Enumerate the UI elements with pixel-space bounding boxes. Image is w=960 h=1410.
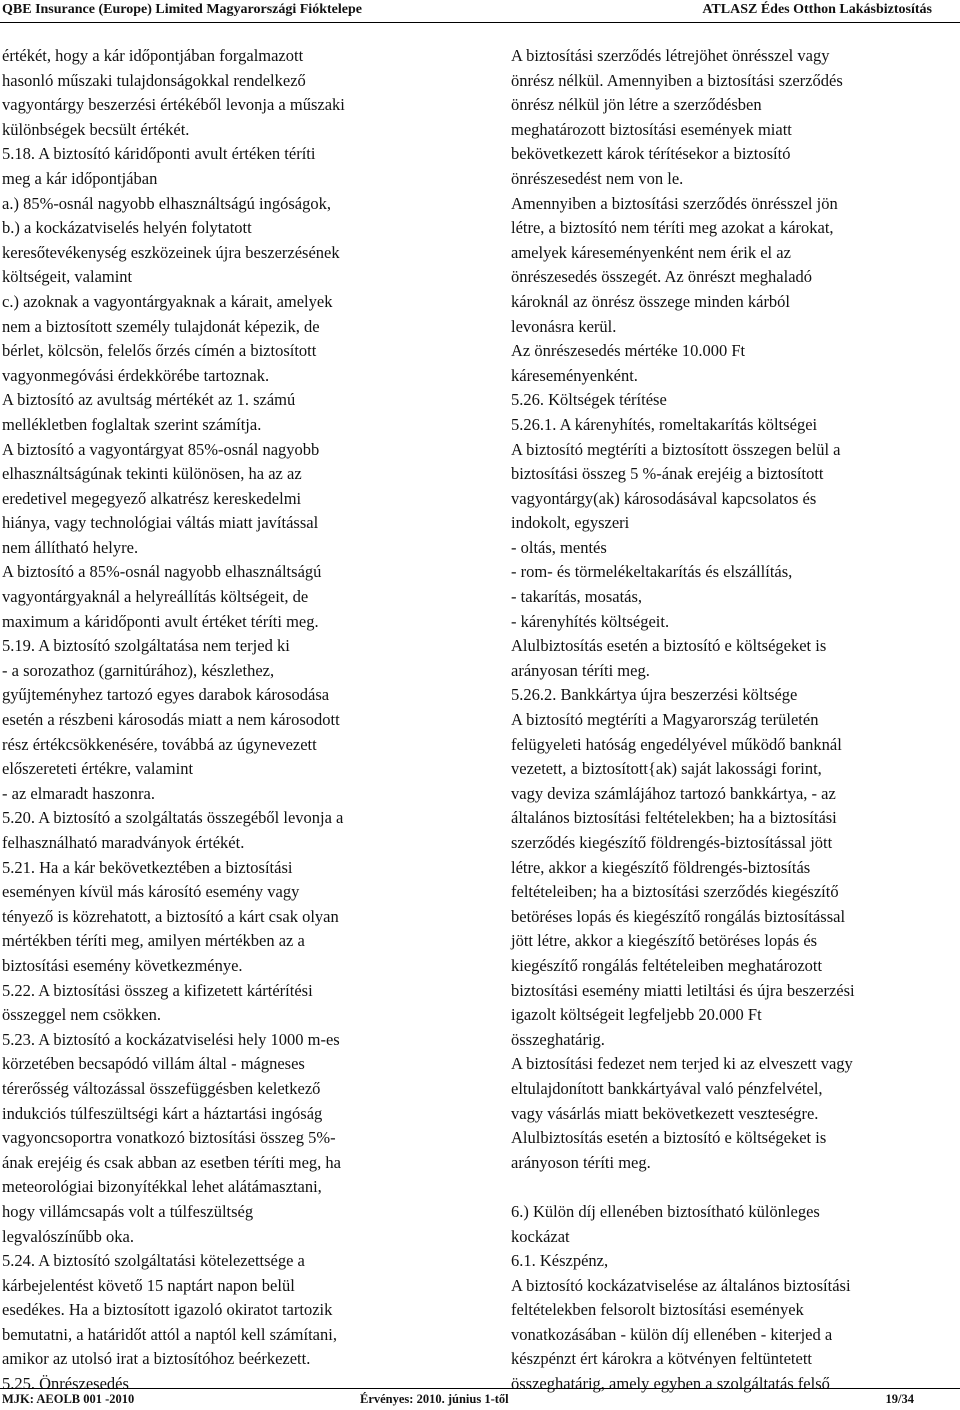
text-line: 5.23. A biztosító a kockázatviselési hely 1000 m-es	[2, 1029, 340, 1049]
text-line: felügyeleti hatóság engedélyével működő banknál	[511, 734, 842, 754]
text-line: ának erejéig és csak abban az esetben téríti meg, ha	[2, 1152, 341, 1172]
text-line: összeghatárig, amely egyben a szolgáltatás felső	[511, 1374, 830, 1394]
text-line: - oltás, mentés	[511, 537, 607, 557]
text-line: A biztosító a 85%-osnál nagyobb elhasználtságú	[2, 562, 322, 582]
text-line: károknál az önrész összege minden kárból	[511, 291, 791, 311]
text-line: arányosan téríti meg.	[511, 660, 650, 680]
text-line: létre, a biztosító nem téríti meg azokat a károkat,	[511, 218, 834, 238]
text-line: vagy vásárlás miatt bekövetkezett veszteségre.	[511, 1103, 819, 1123]
text-line: Alulbiztosítás esetén a biztosító e költségeket is	[511, 636, 827, 656]
text-line: különbségek becsült értékét.	[2, 119, 190, 139]
text-line: vezetett, a biztosított{ak) saját lakossági forint,	[511, 759, 822, 779]
text-line: vagy deviza számlájához tartozó bankkártya, - az	[511, 783, 836, 803]
text-line: arányoson téríti meg.	[511, 1152, 651, 1172]
text-line: bekövetkezett károk térítésekor a biztosító	[511, 144, 791, 164]
footer-page-number: 19/34	[885, 1392, 914, 1406]
text-line: - rom- és törmelékeltakarítás és elszállítás,	[511, 562, 793, 582]
footer-valid-from: Érvényes: 2010. június 1-től	[360, 1392, 509, 1406]
text-line: önrészesedés összegét. Az önrészt meghaladó	[511, 267, 813, 287]
page-footer	[0, 1388, 960, 1410]
text-line: vagyonmegóvási érdekkörébe tartoznak.	[2, 365, 270, 385]
text-line: 5.18. A biztosító káridőponti avult értéken téríti	[2, 144, 316, 164]
text-line: esetén a részbeni károsodás miatt a nem károsodott	[2, 710, 340, 730]
text-line: feltételekben felsorolt biztosítási események	[511, 1300, 804, 1320]
text-line: önrész nélkül. Amennyiben a biztosítási szerződés	[511, 70, 843, 90]
text-line: vagyontárgyaknál a helyreállítás költségeit, de	[2, 587, 309, 607]
text-line: esedékes. Ha a biztosított igazoló okiratot tartozik	[2, 1300, 333, 1320]
text-line: hogy villámcsapás volt a túlfeszültség	[2, 1201, 254, 1221]
text-line: vagyontárgy(ak) károsodásával kapcsolatos és	[511, 488, 817, 508]
text-line: 5.19. A biztosító szolgáltatása nem terjed ki	[2, 636, 290, 656]
text-line: A biztosító a vagyontárgyat 85%-osnál nagyobb	[2, 439, 320, 459]
text-line: 5.26. Költségek térítése	[511, 390, 667, 410]
text-line: 5.26.1. A kárenyhítés, romeltakarítás költségei	[511, 414, 818, 434]
text-line: 5.26.2. Bankkártya újra beszerzési költsége	[511, 685, 798, 705]
text-line: betöréses lopás és kiegészítő rongálás biztosítással	[511, 906, 846, 926]
text-line: hasonló műszaki tulajdonságokkal rendelkező	[2, 70, 306, 90]
text-line: tényező is közrehatott, a biztosító a kárt csak olyan	[2, 906, 339, 926]
text-line: A biztosító kockázatviselése az általános biztosítási	[511, 1275, 851, 1295]
text-line: meg a kár időpontjában	[2, 168, 158, 188]
text-line: előszereteti értékre, valamint	[2, 759, 194, 779]
text-line: indokolt, egyszeri	[511, 513, 630, 533]
text-line: bérlet, kölcsön, felelős őrzés címén a biztosított	[2, 341, 317, 361]
page-header	[0, 0, 960, 23]
text-line: értékét, hogy a kár időpontjában forgalmazott	[2, 46, 304, 65]
text-line: rész értékcsökkenésére, továbbá az úgynevezett	[2, 734, 317, 754]
text-line: hiánya, vagy technológiai váltás miatt javítással	[2, 513, 319, 533]
text-line: kockázat	[511, 1226, 570, 1246]
text-line: - takarítás, mosatás,	[511, 587, 643, 607]
text-line: indukciós túlfeszültségi kárt a háztartási ingóság	[2, 1103, 323, 1123]
text-line: 5.20. A biztosító a szolgáltatás összegéből levonja a	[2, 808, 344, 828]
left-text-column	[2, 44, 454, 1397]
text-line: A biztosító megtéríti a biztosított összegen belül a	[511, 439, 841, 459]
text-line: elhasználtságúnak tekinti különösen, ha az az	[2, 464, 302, 484]
text-line: amikor az utolsó irat a biztosítóhoz beérkezett.	[2, 1349, 311, 1369]
text-line: meghatározott biztosítási események miatt	[511, 119, 792, 139]
text-line: amelyek káreseményenként nem érik el az	[511, 242, 791, 262]
text-line: keresőtevékenység eszközeinek újra beszerzésének	[2, 242, 340, 262]
text-line: meteorológiai bizonyítékkal lehet alátámasztani,	[2, 1177, 322, 1197]
text-line: a.) 85%-osnál nagyobb elhasználtságú ingóságok,	[2, 193, 332, 213]
text-line: mértékben téríti meg, amilyen mértékben az a	[2, 931, 305, 951]
text-line: c.) azoknak a vagyontárgyaknak a kárait, amelyek	[2, 291, 333, 311]
text-line: összeghatárig.	[511, 1029, 605, 1049]
text-line: költségeit, valamint	[2, 267, 133, 287]
text-line: létre, akkor a kiegészítő földrengés-biztosítás	[511, 857, 811, 877]
text-line: 5.24. A biztosító szolgáltatási kötelezettsége a	[2, 1251, 305, 1271]
right-text-column	[511, 44, 957, 1397]
text-line: Az önrészesedés mértéke 10.000 Ft	[511, 341, 746, 361]
text-line: maximum a káridőponti avult értéket téríti meg.	[2, 611, 319, 631]
text-line: biztosítási esemény következménye.	[2, 955, 243, 975]
text-line: általános biztosítási feltételekben; ha a biztosítási	[511, 808, 837, 828]
text-line: b.) a kockázatviselés helyén folytatott	[2, 218, 252, 238]
text-line: legvalószínűbb oka.	[2, 1226, 134, 1246]
text-line: A biztosító megtéríti a Magyarország területén	[511, 710, 819, 730]
text-line: felhasználható maradványok értékét.	[2, 833, 245, 852]
text-line: eseményen kívül más károsító esemény vagy	[2, 882, 300, 902]
text-line: biztosítási összeg 5 %-ának erejéig a biztosított	[511, 464, 824, 484]
text-line: térerősség változással összefüggésben keletkező	[2, 1078, 321, 1098]
text-line: - az elmaradt haszonra.	[2, 783, 155, 803]
text-line: Amennyiben a biztosítási szerződés önrésszel jön	[511, 193, 838, 213]
text-line: önrészesedést nem von le.	[511, 168, 684, 188]
text-line: Alulbiztosítás esetén a biztosító e költségeket is	[511, 1128, 827, 1148]
text-line: eredetivel megegyező alkatrész kereskedelmi	[2, 488, 302, 508]
text-line: 5.21. Ha a kár bekövetkeztében a biztosítási	[2, 857, 293, 877]
text-line: - a sorozathoz (garnitúrához), készlethez,	[2, 660, 275, 680]
text-line: mellékletben foglaltak szerint számítja.	[2, 414, 262, 434]
text-line: káreseményenként.	[511, 365, 638, 385]
text-line	[511, 1175, 957, 1200]
text-line: kiegészítő rongálás feltételeiben meghatározott	[511, 955, 823, 975]
text-line: - kárenyhítés költségeit.	[511, 611, 670, 631]
header-product: ATLASZ Édes Otthon Lakásbiztosítás	[702, 2, 932, 17]
text-line: vagyoncsoportra vonatkozó biztosítási összeg 5%-	[2, 1128, 336, 1148]
text-line: vagyontárgy beszerzési értékéből levonja a műszaki	[2, 95, 345, 115]
footer-document-code: MJK: AEOLB 001 -2010	[2, 1392, 135, 1406]
header-company: QBE Insurance (Europe) Limited Magyarországi Fióktelepe	[2, 2, 362, 17]
text-line: körzetében becsapódó villám által - mágneses	[2, 1054, 305, 1074]
text-line: levonásra kerül.	[511, 316, 617, 336]
text-line: gyűjteményhez tartozó egyes darabok károsodása	[2, 685, 330, 705]
text-line: 6.) Külön díj ellenében biztosítható különleges	[511, 1201, 820, 1221]
text-line: eltulajdonított bankkártyával való pénzfelvétel,	[511, 1078, 823, 1098]
text-line: önrész nélkül jön létre a szerződésben	[511, 95, 762, 115]
text-line: készpénzt ért károkra a kötvényen feltüntetett	[511, 1349, 812, 1369]
text-line: kárbejelentést követő 15 naptárt napon belül	[2, 1275, 295, 1295]
text-line: összeggel nem csökken.	[2, 1005, 161, 1025]
text-line: A biztosítási fedezet nem terjed ki az elveszett vagy	[511, 1054, 853, 1074]
text-line: A biztosítási szerződés létrejöhet önrésszel vagy	[511, 46, 830, 65]
text-line: 6.1. Készpénz,	[511, 1251, 609, 1271]
text-line: nem a biztosított személy tulajdonát képezik, de	[2, 316, 320, 336]
text-line: vonatkozásában - külön díj ellenében - kiterjed a	[511, 1324, 833, 1344]
text-line: bemutatni, a határidőt attól a naptól kell számítani,	[2, 1324, 337, 1344]
text-line: nem állítható helyre.	[2, 537, 139, 557]
text-line: igazolt költségeit legfeljebb 20.000 Ft	[511, 1005, 762, 1025]
text-line: 5.25. Önrészesedés	[2, 1374, 129, 1394]
text-line: A biztosító az avultság mértékét az 1. számú	[2, 390, 296, 410]
text-line: 5.22. A biztosítási összeg a kifizetett kártérítési	[2, 980, 313, 1000]
text-line: jött létre, akkor a kiegészítő betöréses lopás és	[511, 931, 818, 951]
text-line: feltételeiben; ha a biztosítási szerződés kiegészítő	[511, 882, 839, 902]
text-line: szerződés kiegészítő földrengés-biztosítással jött	[511, 833, 833, 852]
text-line: biztosítási esemény miatti letiltási és újra beszerzési	[511, 980, 855, 1000]
